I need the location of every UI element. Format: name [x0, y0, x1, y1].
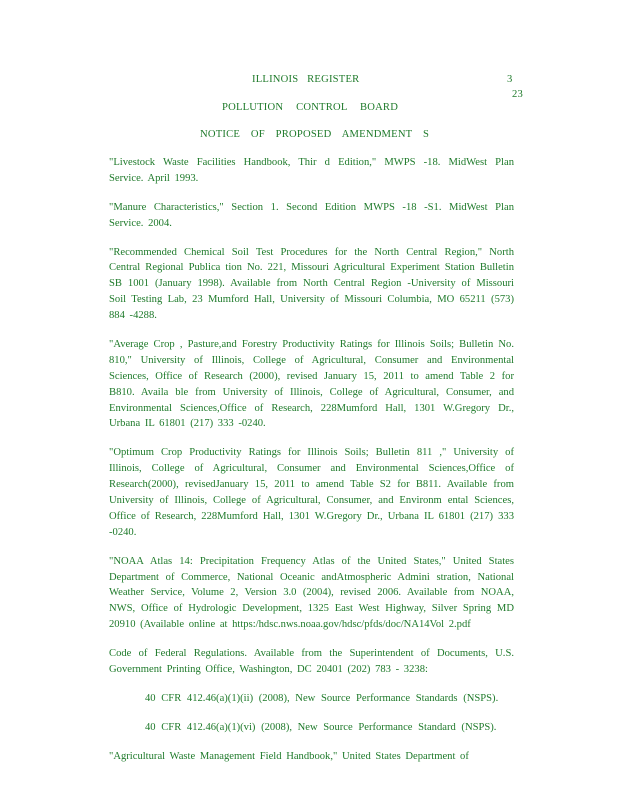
- cfr-citation-vi: 40 CFR 412.46(a)(1)(vi) (2008), New Source Performance Standard (NSPS).: [145, 721, 497, 733]
- document-body: [109, 155, 514, 778]
- cfr-citation-ii: 40 CFR 412.46(a)(1)(ii) (2008), New Source Performance Standards (NSPS).: [145, 692, 499, 704]
- reference-agricultural-waste-handbook: "Agricultural Waste Management Field Handbook," United States Department of: [109, 750, 469, 762]
- reference-optimum-crop-ratings: "Optimum Crop Productivity Ratings for Illinois Soils; Bulletin 811 ," University of Illinois, College of Agricultural, Consumer and Environmental Sciences,Office of Research(2000), revisedJanuary 15, 2011 to amend Table S2 for B811. Available from University of Illinois, College of Agricultural, Consumer, and Environm ental Sciences, Office of Research, 228Mumford Hall, 1301 W.Gregory Dr., Urbana IL 61801 (217) 333 -0240.: [109, 447, 514, 538]
- page-number-continued: 23: [512, 89, 523, 100]
- register-header: ILLINOIS REGISTER: [252, 74, 360, 85]
- reference-livestock-handbook: "Livestock Waste Facilities Handbook, Thir d Edition," MWPS -18. MidWest Plan Service. April 1993.: [109, 157, 514, 184]
- reference-code-federal-regulations: Code of Federal Regulations. Available from the Superintendent of Documents, U.S. Government Printing Office, Washington, DC 20401 (202) 783 - 3238:: [109, 648, 514, 676]
- notice-header: NOTICE OF PROPOSED AMENDMENT S: [200, 129, 430, 140]
- page-number: 3: [507, 74, 513, 85]
- reference-noaa-atlas: "NOAA Atlas 14: Precipitation Frequency Atlas of the United States," United States Department of Commerce, National Oceanic andAtmospheric Admini stration, National Weather Service, Volume 2, Version 3.0 (2004), revised 2006. Available from NOAA, NWS, Office of Hydrologic Development, 1325 East West Highway, Silver Spring MD 20910 (Available online at https:/hdsc.nws.noaa.gov/hdsc/pfds/doc/NA14Vol 2.pdf: [109, 555, 514, 631]
- reference-manure-characteristics: "Manure Characteristics," Section 1. Second Edition MWPS -18 -S1. MidWest Plan Service. 2004.: [109, 201, 514, 229]
- reference-average-crop-ratings: "Average Crop , Pasture,and Forestry Productivity Ratings for Illinois Soils; Bulletin No. 810," University of Illinois, College of Agricultural, Consumer and Environmental Sciences, Office of Research (2000), revised January 15, 2011 to amend Table 2 for B810. Availa ble from University of Illinois, College of Agricultural, Consumer, and Environmental Sciences,Office of Research, 228Mumford Hall, 1301 W.Gregory Dr., Urbana IL 61801 (217) 333 -0240.: [109, 339, 514, 430]
- board-header: POLLUTION CONTROL BOARD: [222, 102, 399, 113]
- reference-soil-test-procedures: "Recommended Chemical Soil Test Procedures for the North Central Region," North Central Regional Publica tion No. 221, Missouri Agricultural Experiment Station Bulletin SB 1001 (January 1998). Available from North Central Region -University of Missouri Soil Testing Lab, 23 Mumford Hall, University of Missouri Columbia, MO 65211 (573) 884 -4288.: [109, 246, 514, 322]
